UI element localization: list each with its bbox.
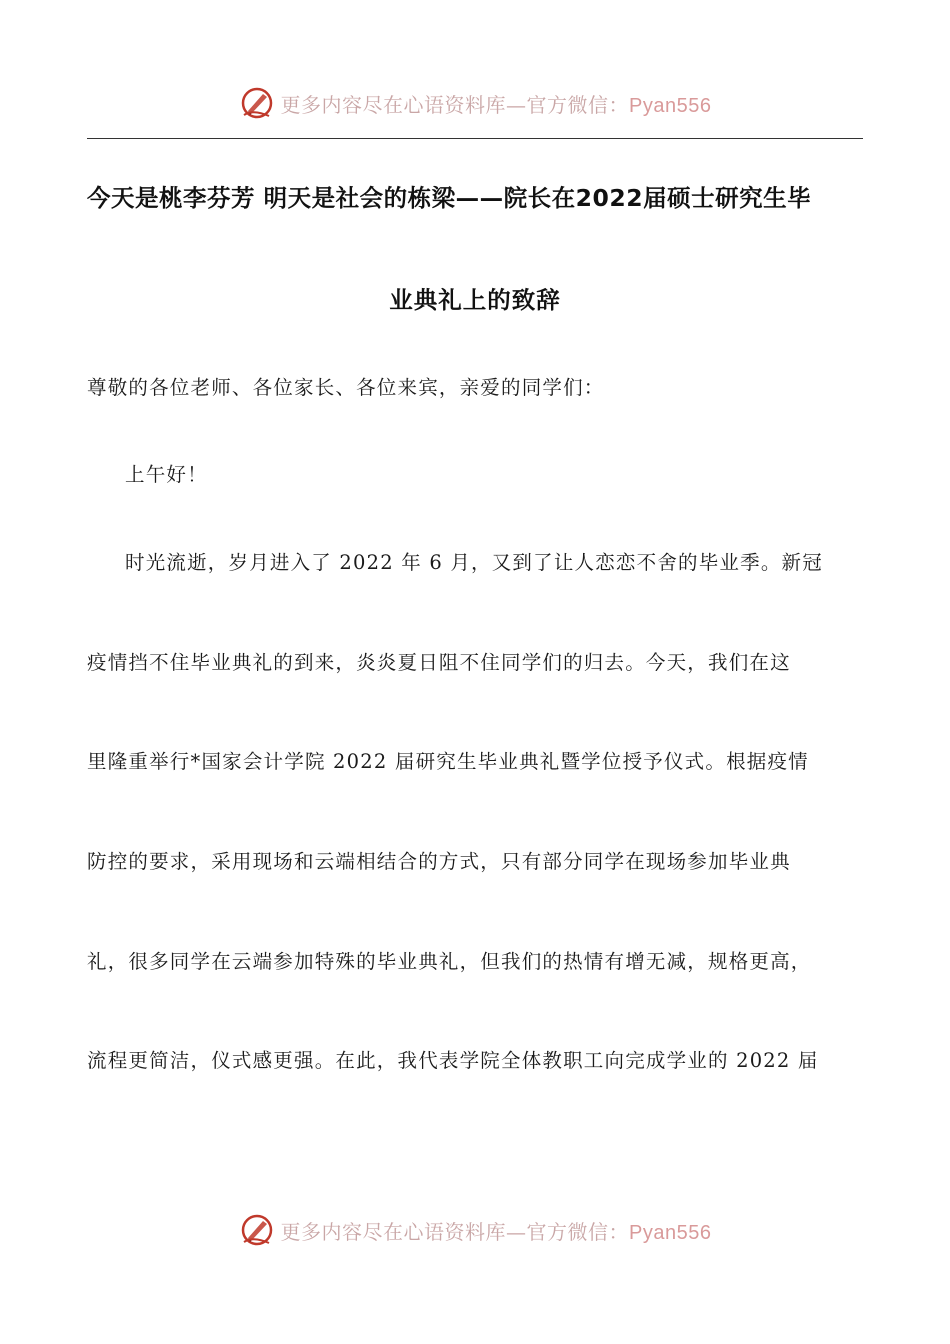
salutation: 尊敬的各位老师、各位家长、各位来宾，亲爱的同学们： [87,376,605,399]
paragraph-line: 流程更简洁，仪式感更强。在此，我代表学院全体教职工向完成学业的 2022 届 [87,1049,819,1072]
document-title-line-2: 业典礼上的致辞 [389,286,561,314]
pen-logo-icon [239,85,275,121]
banner-label: 更多内容尽在心语资料库—官方微信： [280,92,630,117]
paragraph-line: 时光流逝，岁月进入了 2022 年 6 月，又到了让人恋恋不舍的毕业季。新冠 [125,551,823,574]
paragraph-line: 防控的要求，采用现场和云端相结合的方式，只有部分同学在现场参加毕业典 [87,850,791,873]
paragraph-line: 里隆重举行*国家会计学院 2022 届研究生毕业典礼暨学位授予仪式。根据疫情 [87,750,809,773]
wechat-handle: Pyan556 [629,1221,712,1244]
wechat-handle: Pyan556 [629,94,712,117]
greeting: 上午好！ [125,463,208,486]
paragraph-line: 疫情挡不住毕业典礼的到来，炎炎夏日阻不住同学们的归去。今天，我们在这 [87,651,791,674]
header-banner [0,83,950,123]
banner-text [281,1216,712,1245]
document-title-line-1: 今天是桃李芬芳 明天是社会的栋梁——院长在2022届硕士研究生毕 [87,184,812,212]
header-divider [87,138,863,139]
footer-banner [0,1210,950,1250]
banner-text [281,89,712,118]
pen-logo-icon [239,1212,275,1248]
paragraph-line: 礼，很多同学在云端参加特殊的毕业典礼，但我们的热情有增无减，规格更高， [87,950,812,973]
banner-label: 更多内容尽在心语资料库—官方微信： [280,1219,630,1244]
